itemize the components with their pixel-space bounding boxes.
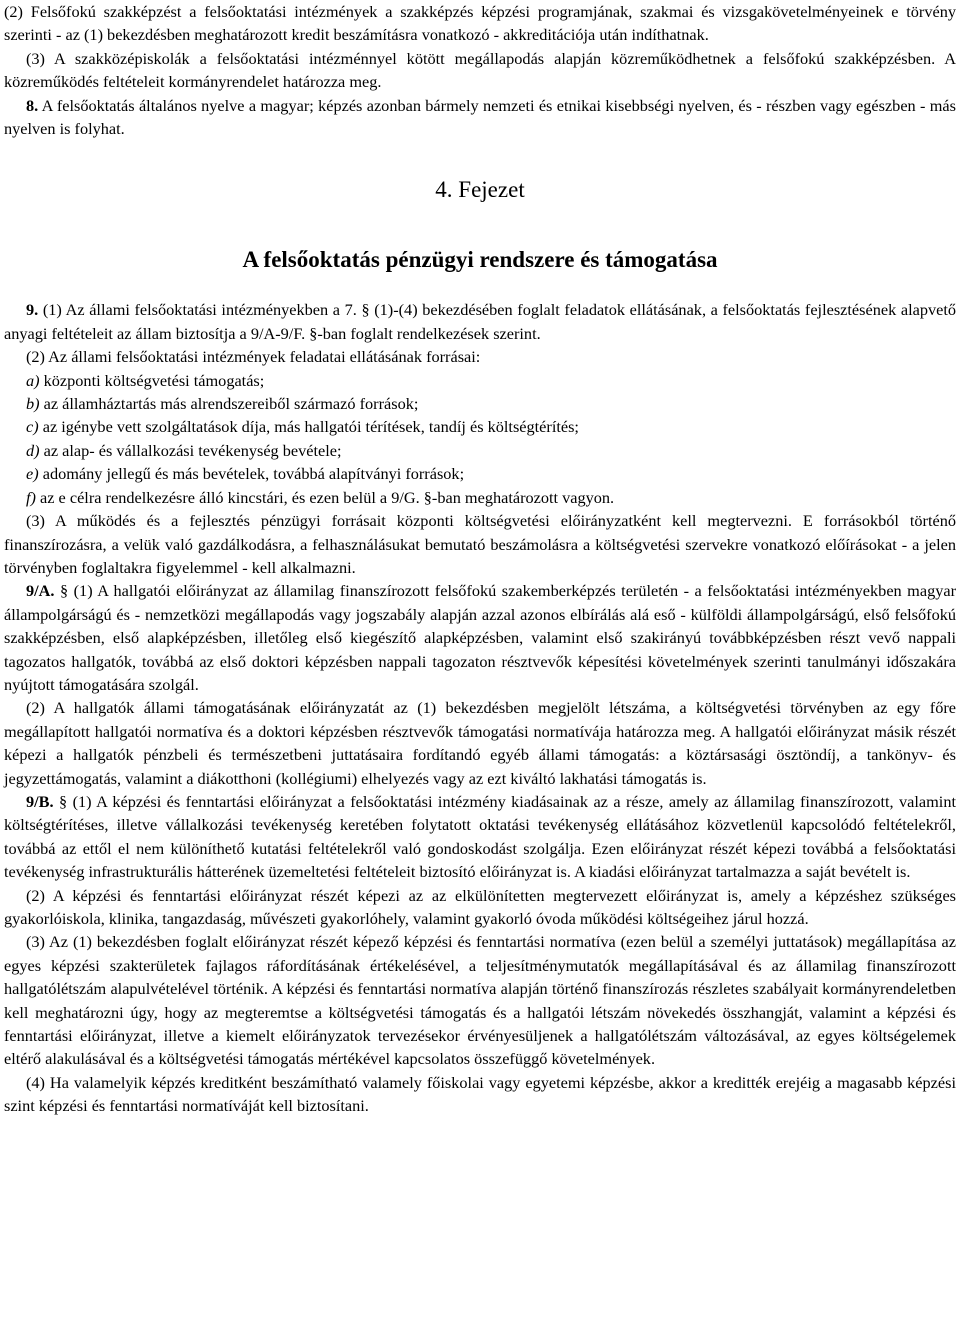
list-text: az igénybe vett szolgáltatások díja, más hallgatói térítések, tandíj és költségtérítés; bbox=[42, 417, 579, 437]
list-item bbox=[4, 415, 956, 438]
section-8 bbox=[4, 94, 956, 141]
paragraph: (2) A hallgatók állami támogatásának előirányzatát az (1) bekezdésben megjelölt létszáma, a költségvetési törvényben az egy főre megállapított hallgatói normatíva és a doktori képzésben résztvevők támogatási normatívája határozza meg. A hallgatói előirányzat másik részét képezi a hallgatók pénzbeli és természetbeni juttatásaira fordítandó egyéb állami támogatás: a köztársasági ösztöndíj, a tankönyv- és jegyzettámogatás, valamint a diákotthoni (kollégiumi) elhelyezés vagy az ezt kiváltó lakhatási támogatás is. bbox=[4, 698, 956, 788]
section-9 bbox=[4, 298, 956, 345]
list-letter: c) bbox=[26, 417, 39, 437]
list-text: az államháztartás más alrendszereiből származó források; bbox=[43, 394, 419, 414]
list-letter: d) bbox=[26, 440, 40, 460]
section-9b bbox=[4, 790, 956, 884]
section-number: 9/A. bbox=[26, 581, 55, 601]
paragraph: (3) A működés és a fejlesztés pénzügyi forrásait központi költségvetési előirányzatként kell megtervezni. E forrásokból történő finanszírozásra, a velük való gazdálkodásra, a felhasználásukat bemutató beszámolásra a költségvetési szervekre vonatkozó előírásokat - a jelen törvényben foglaltakra figyelemmel - kell alkalmazni. bbox=[4, 511, 956, 577]
section-number: 8. bbox=[26, 95, 39, 115]
paragraph: (2) Az állami felsőoktatási intézmények feladatai ellátásának forrásai: bbox=[26, 347, 481, 367]
paragraph: (2) A képzési és fenntartási előirányzat részét képezi az az elkülönítetten megtervezett előirányzat is, amely a képzéshez szükséges gyakorlóiskola, klinika, tangazdaság, művészeti gyakorlóhely, valamint gyakorló óvoda működési költségeihez járul hozzá. bbox=[4, 885, 956, 928]
chapter-title: A felsőoktatás pénzügyi rendszere és támogatása bbox=[242, 247, 718, 273]
list-item bbox=[4, 486, 956, 509]
list-item bbox=[4, 462, 956, 485]
list-text: központi költségvetési támogatás; bbox=[43, 370, 265, 390]
section-text: § (1) A hallgatói előirányzat az államilag finanszírozott felsőfokú szakemberképzés területén - a felsőoktatási intézményekben magyar állampolgárságú és - nemzetközi megállapodás vagy jogszabály alapján azzal azonos elbírálás alá eső - külföldi állampolgárságú, első felsőfokú szakképzésben, első alapképzésben, illetőleg első kiegészítő alapképzésben, valamint első szakirányú továbbképzésben részt vevő nappali tagozatos hallgatók, továbbá az első doktori képzésben nappali tagozaton résztvevők képesítési követelmények szerinti tanulmányi időszakára nyújtott támogatására szolgál. bbox=[4, 581, 956, 694]
section-number: 9. bbox=[26, 300, 39, 320]
section-text: § (1) A képzési és fenntartási előirányzat a felsőoktatási intézmény kiadásainak az a része, amely az államilag finanszírozott, valamint költségtérítéses, illetve vállalkozási tevékenység keretében folytatott oktatási tevékenység ellátásához közvetlenül kapcsolódó feltételekről, továbbá az ettől el nem különíthető kutatási feltételekről való gondoskodást szolgálja. Ezen előirányzat részét képezi továbbá a felsőoktatási tevékenység infrastrukturális hátterének üzemeltetési feltételeit biztosító előirányzat is. A kiadási előirányzat tartalmazza a saját bevételt is. bbox=[4, 791, 956, 882]
list-text: adomány jellegű és más bevételek, továbbá alapítványi források; bbox=[42, 464, 465, 484]
paragraph: (3) Az (1) bekezdésben foglalt előirányzat részét képező képzési és fenntartási normatíva (ezen belül a személyi juttatások) megállapítása az egyes képzési szakterületek fajlagos ráfordításának értékelésével, a teljesítménymutatók megállapításával és az államilag finanszírozott hallgatólétszám alapulvételével történik. A képzési és fenntartási normatíva alapján történő finanszírozás részletes szabályait kormányrendeletben kell meghatározni úgy, hogy az megteremtse a költségvetési támogatás és a hallgatói létszám növekedés összhangját, valamint a képzési és fenntartási előirányzat, illetve a kiemelt előirányzatok tervezésekor érvényesüljenek a hallgatólétszám változásával, az egyes költségelemek eltérő alakulásával és a költségvetési támogatás mértékével kapcsolatos összefüggő követelmények. bbox=[4, 932, 956, 1069]
list-text: az e célra rendelkezésre álló kincstári, és ezen belül a 9/G. §-ban meghatározott vagyon. bbox=[40, 487, 615, 507]
list-letter: a) bbox=[26, 370, 40, 390]
paragraph: (3) A szakközépiskolák a felsőoktatási intézménnyel kötött megállapodás alapján közreműködhetnek a felsőfokú szakképzésben. A közreműködés feltételeit kormányrendelet határozza meg. bbox=[4, 48, 956, 92]
section-9a bbox=[4, 579, 956, 696]
section-text: A felsőoktatás általános nyelve a magyar; képzés azonban bármely nemzeti és etnikai kisebbségi nyelven, és - részben vagy egészben - más nyelven is folyhat. bbox=[4, 95, 956, 139]
list-item bbox=[4, 369, 956, 392]
section-text: (1) Az állami felsőoktatási intézményekben a 7. § (1)-(4) bekezdésében foglalt feladatok ellátásának, a felsőoktatás fejlesztésének alapvető anyagi feltételeit az állam biztosítja a 9/A-9/F. §-ban foglalt rendelkezések szerint. bbox=[4, 300, 956, 343]
list-letter: b) bbox=[26, 394, 40, 414]
paragraph: (2) Felsőfokú szakképzést a felsőoktatási intézmények a szakképzés képzési programjának, szakmai és vizsgakövetelményeinek e törvény szerinti - az (1) bekezdésben meghatározott kredit beszámításra vonatkozó - akkreditációja után indíthatnak. bbox=[4, 2, 956, 45]
list-letter: f) bbox=[26, 487, 36, 507]
list-item bbox=[4, 392, 956, 415]
list-letter: e) bbox=[26, 464, 39, 484]
list-text: az alap- és vállalkozási tevékenység bevétele; bbox=[43, 440, 342, 460]
chapter-heading: 4. Fejezet bbox=[435, 177, 525, 203]
section-number: 9/B. bbox=[26, 791, 54, 811]
paragraph: (4) Ha valamelyik képzés kreditként beszámítható valamely főiskolai vagy egyetemi képzésbe, akkor a kreditték erejéig a magasabb képzési szint képzési és fenntartási normatíváját kell biztosítani. bbox=[4, 1072, 956, 1116]
list-item bbox=[4, 439, 956, 462]
